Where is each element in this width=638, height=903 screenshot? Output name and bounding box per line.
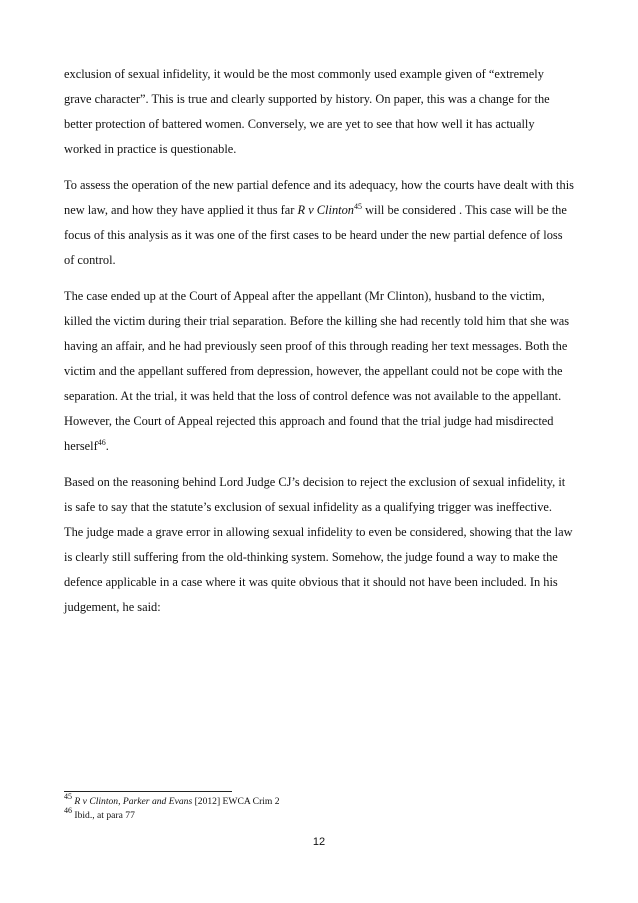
paragraph-1-text: exclusion of sexual infidelity, it would be the most commonly used example given of “extremely grave character”. This is true and clearly supported by history. On paper, this was a change for the better protection of battered women. Conversely, we are yet to see that how well it has actually worked in practice is questionable. [64,67,550,156]
footnote-ref-45: 45 [353,202,362,211]
footnote-citation: [2012] EWCA Crim 2 [192,796,280,807]
paragraph-4-text: Based on the reasoning behind Lord Judge CJ’s decision to reject the exclusion of sexual infidelity, it is safe to say that the statute’s exclusion of sexual infidelity as a qualifying trigger was ineffective. The judge made a grave error in allowing sexual infidelity to even be considered, showing that the law is clearly still suffering from the old-thinking system. Somehow, the judge found a way to make the defence applicable in a case where it was quite obvious that it should not have been included. In his judgement, he said: [64,475,573,614]
footnote-number: 46 [64,806,72,815]
paragraph-2-text-after: will be considered . This case will be the focus of this analysis as it was one of the first cases to be heard under the new partial defence of loss of control. [64,203,567,267]
footnote-45 [64,792,574,809]
footnote-citation: Ibid., at para 77 [72,810,135,821]
page-number: 12 [312,836,326,848]
footnote-case-name: R v Clinton, Parker and Evans [74,796,193,807]
case-name: R v Clinton [297,203,354,217]
footnote-ref-46: 46 [97,438,106,447]
body-text [64,62,574,631]
paragraph-4 [64,470,574,620]
footnotes [64,792,574,823]
paragraph-3-text-before: The case ended up at the Court of Appeal after the appellant (Mr Clinton), husband to the victim, killed the victim during their trial separation. Before the killing she had recently told him that she was having an affair, and he had previously seen proof of this through reading her text messages. Both the victim and the appellant suffered from depression, however, the appellant could not be cope with the separation. At the trial, it was held that the loss of control defence was not available to the appellant. However, the Court of Appeal rejected this approach and found that the trial judge had misdirected herself [64,289,570,453]
paragraph-2-text-before: To assess the operation of the new partial defence and its adequacy, how the courts have dealt with this new law, and how they have applied it thus far [64,178,574,217]
paragraph-2 [64,173,574,273]
footnote-separator [64,791,232,792]
paragraph-1 [64,62,574,162]
paragraph-3-text-after: . [105,439,109,453]
footnote-46 [64,806,574,823]
footnote-number: 45 [64,792,72,801]
paragraph-3 [64,284,574,459]
